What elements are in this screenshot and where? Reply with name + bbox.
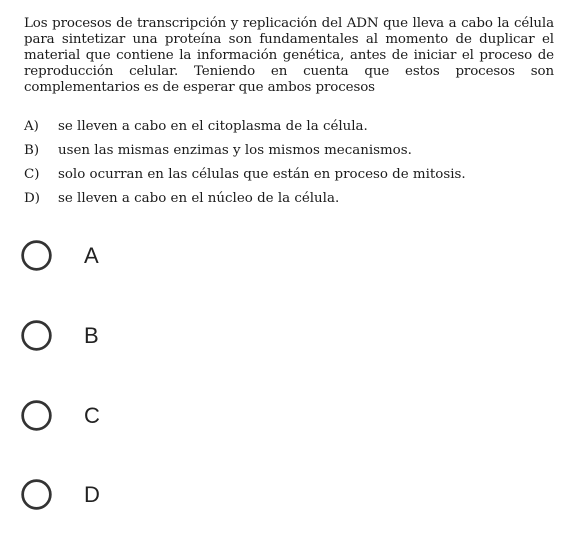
option-letter: A) <box>24 119 39 134</box>
answer-radio-c[interactable] <box>20 398 240 442</box>
option-letter: B) <box>24 143 40 158</box>
option-list <box>24 119 564 215</box>
question-text: Los procesos de transcripción y replicación del ADN que lleva a cabo la célula para sintetizar una proteína son fundamentales al momento de duplicar el material que contiene la información genética, antes de iniciar el proceso de reproducción celular. Teniendo en cuenta que estos procesos son complementarios es de esperar que ambos procesos <box>24 16 554 95</box>
answer-label: B <box>84 323 99 348</box>
answer-label: C <box>84 403 100 428</box>
option-c <box>24 167 564 183</box>
radio-unselected-icon[interactable] <box>21 479 52 510</box>
answer-radio-a[interactable] <box>20 238 240 282</box>
answer-label: D <box>84 482 100 507</box>
option-text: solo ocurran en las células que están en proceso de mitosis. <box>58 167 466 182</box>
option-letter: D) <box>24 191 40 206</box>
option-letter: C) <box>24 167 40 182</box>
option-b <box>24 143 564 159</box>
radio-unselected-icon[interactable] <box>21 320 52 351</box>
option-text: se lleven a cabo en el citoplasma de la célula. <box>58 119 368 134</box>
option-a <box>24 119 564 135</box>
answer-radio-b[interactable] <box>20 318 240 362</box>
option-text: usen las mismas enzimas y los mismos mecanismos. <box>58 143 412 158</box>
radio-unselected-icon[interactable] <box>21 240 52 271</box>
radio-unselected-icon[interactable] <box>21 400 52 431</box>
answer-radio-d[interactable] <box>20 477 240 521</box>
answer-label: A <box>84 243 99 268</box>
option-text: se lleven a cabo en el núcleo de la célula. <box>58 191 340 206</box>
option-d <box>24 191 564 207</box>
